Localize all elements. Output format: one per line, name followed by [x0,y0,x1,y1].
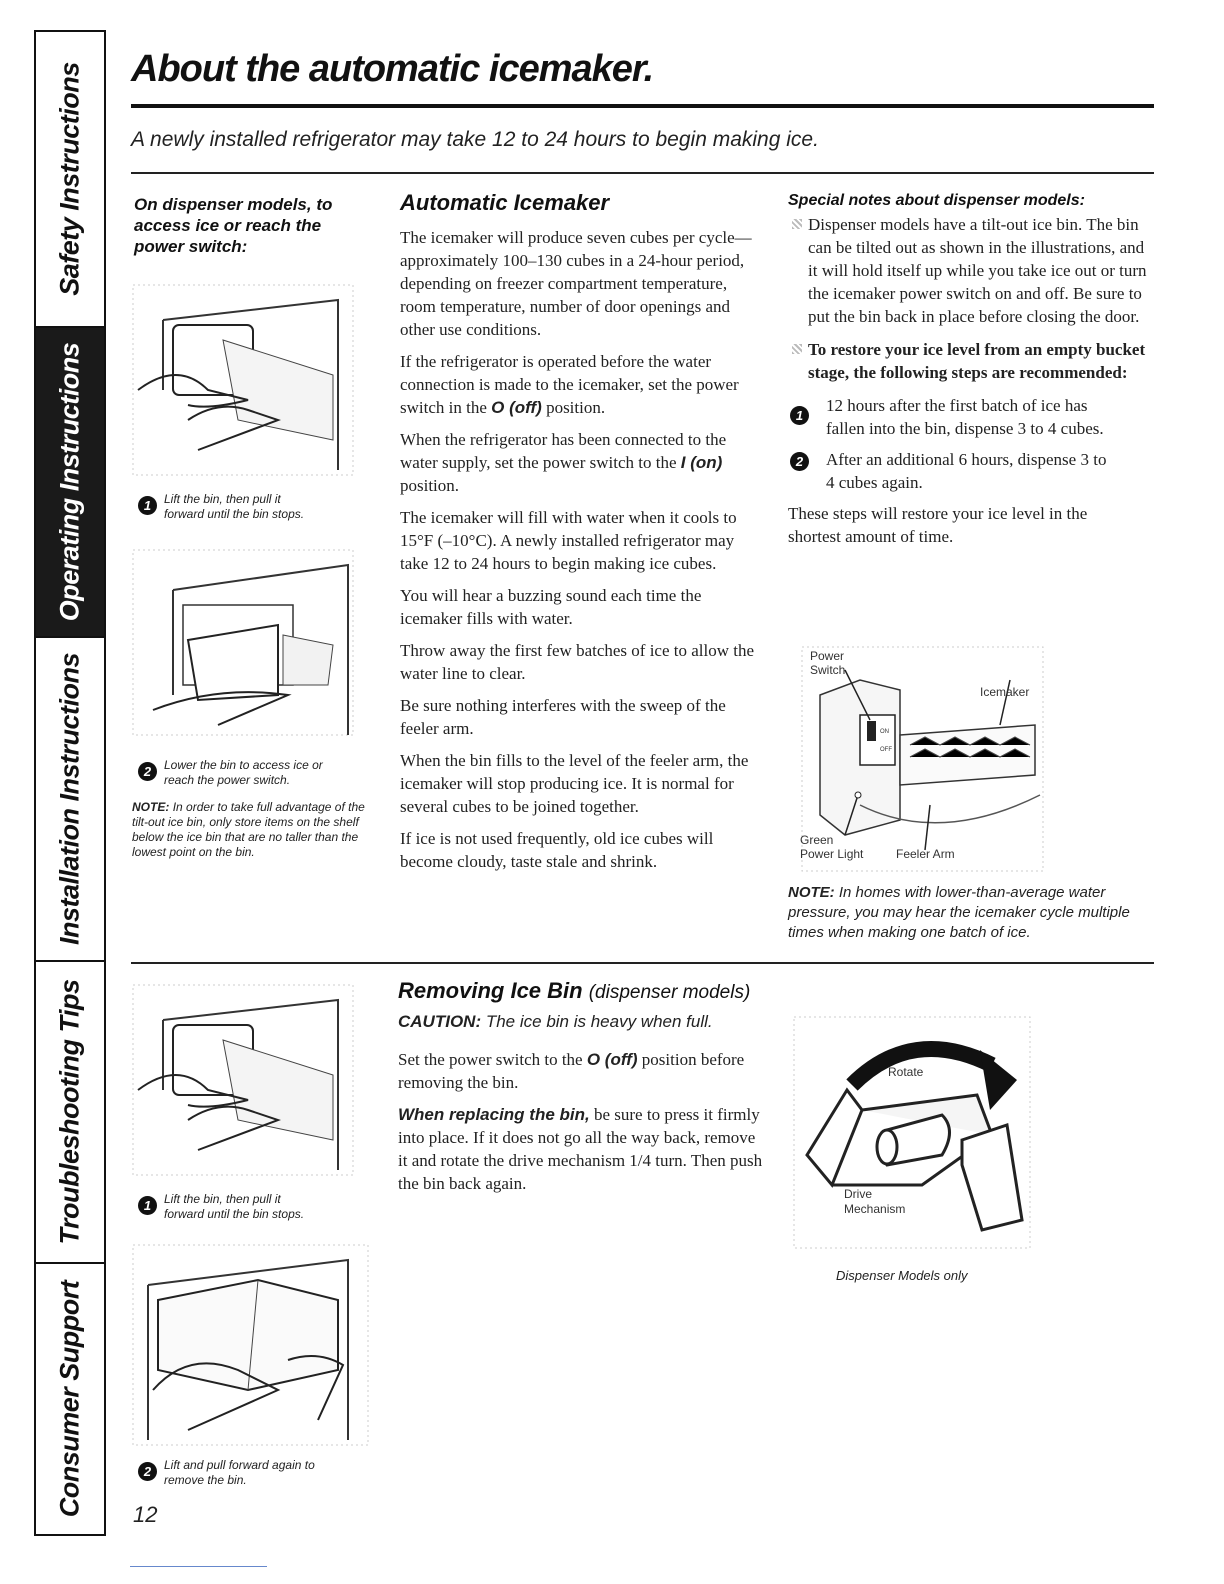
tab-label: Safety Instructions [54,62,85,296]
left-step1 [138,492,358,522]
special-step-1 [788,394,1148,440]
special-note [788,883,1153,943]
switch-off-label: OFF [880,747,892,753]
tab-label: Operating Instructions [54,342,85,622]
caution-label: CAUTION: [398,1012,482,1031]
section-heading: Automatic Icemaker [400,190,610,215]
tab-label: Installation Instructions [54,652,85,946]
paragraph: If ice is not used frequently, old ice cubes will become cloudy, taste stale and shrink. [400,829,714,871]
left-note [132,800,377,860]
section-divider [131,962,1154,964]
special-heading: Special notes about dispenser models: [788,192,1085,209]
tab-installation-instructions[interactable] [36,638,104,962]
special-bullet-1 [788,213,1148,328]
note-label: NOTE: [132,800,170,814]
icemaker-diagram [800,645,1045,873]
paragraph: Throw away the first few batches of ice to allow the water line to clear. [400,641,755,683]
paragraph: These steps will restore your ice level in the shortest amount of time. [788,504,1088,546]
bullet-text: Dispenser models have a tilt-out ice bin. The bin can be tilted out as shown in the illustrations, and it will hold itself up while you take ice out or turn the icemaker power switch on and off. Be sure to put the bin back in place before closing the door. [808,215,1147,326]
step-number-badge: 2 [138,762,157,781]
subtitle-rule [131,172,1154,174]
step-number-badge: 1 [790,406,809,425]
step-text: 12 hours after the first batch of ice has fallen into the bin, dispense 3 to 4 cubes. [826,396,1104,438]
diagram-caption: Dispenser Models only [836,1268,968,1283]
removing-ice-bin-section [398,978,763,1204]
tab-operating-instructions[interactable] [36,328,104,638]
step-number-badge: 1 [138,496,157,515]
step-caption: Lift the bin, then pull it forward until the bin stops. [164,492,305,521]
illustration-lower-bin [128,545,358,740]
paragraph: The icemaker will fill with water when it cools to 15°F (–10°C). A newly installed refrigerator may take 12 to 24 hours to begin making ice cubes. [400,508,737,573]
bottom-step2 [138,1458,368,1488]
note-text: In homes with lower-than-average water pressure, you may hear the icemaker cycle multiple times when making one batch of ice. [788,884,1130,941]
page-title: About the automatic icemaker. [131,48,654,90]
paragraph: Be sure nothing interferes with the sweep of the feeler arm. [400,696,726,738]
tab-label: Troubleshooting Tips [54,979,85,1245]
automatic-icemaker-section [400,190,765,882]
paragraph: When the refrigerator has been connected to the water supply, set the power switch to the I (on) position. [400,430,727,495]
step-text: After an additional 6 hours, dispense 3 to 4 cubes again. [826,450,1107,492]
step-caption: Lower the bin to access ice or reach the power switch. [164,758,323,787]
illustration-lift-bin [128,280,358,480]
caution-text: The ice bin is heavy when full. [485,1012,713,1031]
bullet-icon [792,219,802,229]
switch-on-label: ON [880,729,889,735]
bottom-step1 [138,1192,358,1222]
paragraph: The icemaker will produce seven cubes per cycle—approximately 100–130 cubes in a 24-hour period, depending on freezer compartment temperature, room temperature, number of door openings and other use conditions. [400,228,752,339]
tab-safety-instructions[interactable] [36,32,104,328]
drive-mechanism-diagram [792,1015,1032,1250]
paragraph: If the refrigerator is operated before the water connection is made to the icemaker, set the power switch in the O (off) position. [400,352,739,417]
illustration-remove-bin [128,1240,373,1450]
special-notes-section [788,190,1148,557]
rotate-label: Rotate [888,1065,924,1079]
step-caption: Lift the bin, then pull it forward until the bin stops. [164,1192,305,1221]
step-number-badge: 1 [138,1196,157,1215]
left-step2 [138,758,358,788]
caution-line [398,1012,763,1032]
illustration-lift-bin-2 [128,980,358,1180]
paragraph: Set the power switch to the O (off) position before removing the bin. [398,1050,745,1092]
step-number-badge: 2 [790,452,809,471]
note-label: NOTE: [788,884,835,901]
feeler-arm-label: Feeler Arm [896,847,955,861]
step-number-badge: 2 [138,1462,157,1481]
tab-consumer-support[interactable] [36,1264,104,1534]
green-power-light-label: Green Power Light [800,833,864,861]
paragraph: When the bin fills to the level of the feeler arm, the icemaker will stop producing ice. It is normal for several cubes to be joined together. [400,751,749,816]
note-text: In order to take full advantage of the tilt-out ice bin, only store items on the shelf below the ice bin that are no taller than the lowest point on the bin. [132,800,365,859]
power-switch-label: Power Switch [810,649,846,677]
left-heading: On dispenser models, to access ice or reach the power switch: [134,195,333,256]
page-footer-line [130,1566,267,1567]
tab-label: Consumer Support [54,1280,85,1518]
page-subtitle: A newly installed refrigerator may take 12 to 24 hours to begin making ice. [131,128,819,151]
tab-troubleshooting-tips[interactable] [36,962,104,1264]
step-caption: Lift and pull forward again to remove the bin. [164,1458,315,1487]
page-number: 12 [133,1502,158,1527]
special-step-2 [788,448,1148,494]
bullet-icon [792,344,802,354]
sidebar-tabs [34,30,106,1536]
section-heading: Removing Ice Bin (dispenser models) [398,978,751,1003]
paragraph: When replacing the bin, be sure to press it firmly into place. If it does not go all the way back, remove it and rotate the drive mechanism 1/4 turn. Then push the bin back again. [398,1105,763,1193]
special-bullet-2 [788,338,1148,384]
icemaker-label: Icemaker [980,685,1030,699]
drive-mechanism-label: Drive Mechanism [844,1187,906,1216]
paragraph: You will hear a buzzing sound each time the icemaker fills with water. [400,586,702,628]
title-rule [131,104,1154,108]
bullet-text: To restore your ice level from an empty bucket stage, the following steps are recommended: [808,340,1146,382]
